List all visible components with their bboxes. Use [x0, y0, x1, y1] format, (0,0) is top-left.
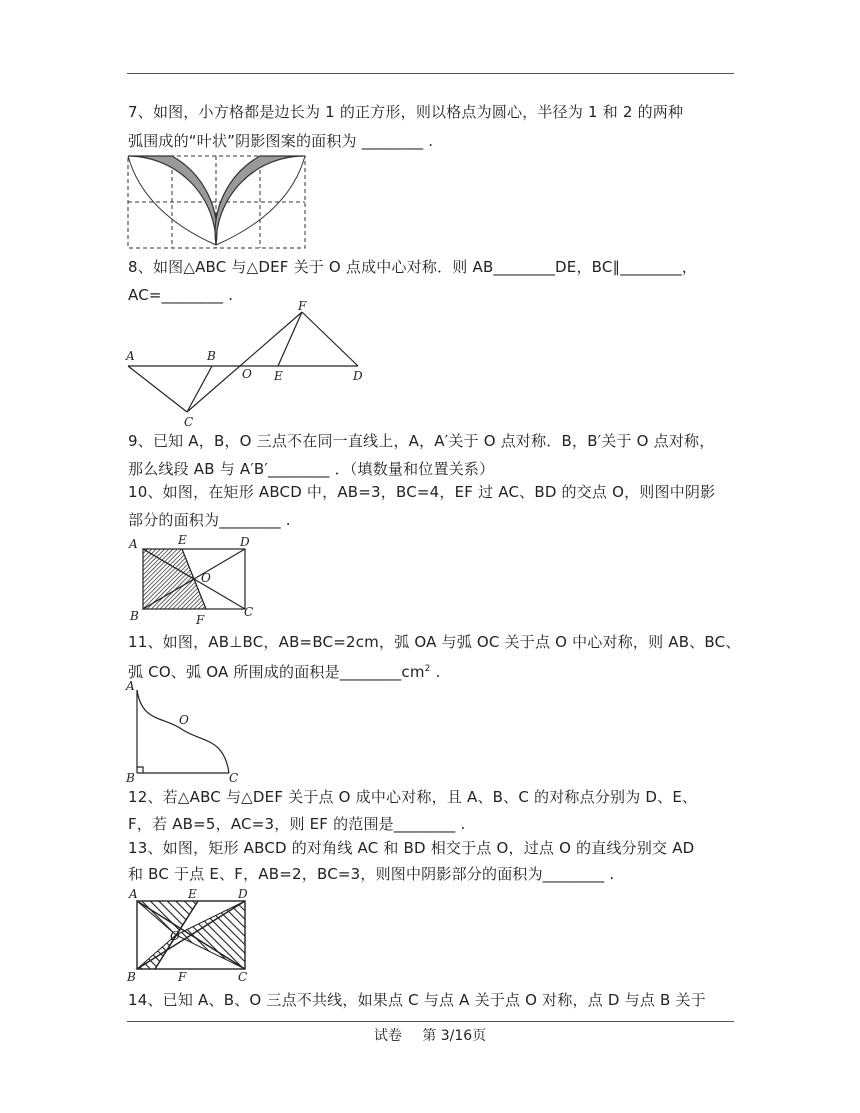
q11-label-A: A [126, 679, 135, 693]
q10-rectangle-figure [126, 532, 261, 626]
q12-text-line1: 12、若△ABC 与△DEF 关于点 O 成中心对称，且 A、B、C 的对称点分别为 D、E、 [128, 788, 698, 806]
page-footer [0, 1025, 860, 1045]
q10-label-C: C [244, 605, 254, 619]
q13-rectangle-figure [124, 884, 256, 984]
q10-label-O: O [201, 571, 211, 585]
q9-text-line1: 9、已知 A，B，O 三点不在同一直线上，A，A′关于 O 点对称．B，B′关于 O 点对称， [128, 432, 715, 450]
q8-label-A: A [126, 349, 135, 363]
q13-label-E: E [188, 887, 197, 901]
q8-label-O: O [242, 367, 252, 381]
q10-text-line1: 10、如图，在矩形 ABCD 中，AB=3，BC=4，EF 过 AC、BD 的交点 O，则图中阴影 [128, 483, 716, 501]
q11-arc-OC [183, 730, 229, 773]
q8-line-CF [187, 312, 302, 412]
q13-label-B: B [127, 970, 136, 984]
q8-label-C: C [184, 415, 194, 428]
footer-page-number: 第 3/16页 [422, 1028, 487, 1044]
q8-label-E: E [274, 369, 283, 383]
q8-text-line1: 8、如图△ABC 与△DEF 关于 O 点成中心对称．则 AB________DE，BC∥________， [128, 258, 698, 276]
q11-text-line2-main: 弧 CO、弧 OA 所围成的面积是________cm [128, 663, 425, 681]
q10-label-A: A [129, 537, 138, 551]
q10-label-D: D [240, 535, 250, 549]
q8-line-BC [187, 366, 212, 412]
q11-unit-superscript: 2 [424, 664, 431, 674]
q13-label-D: D [238, 887, 248, 901]
q11-text-line2-end: . [430, 663, 441, 681]
q13-label-C: C [238, 970, 248, 984]
q13-label-A: A [129, 887, 138, 901]
q8-line-FE [278, 312, 302, 366]
q11-label-C: C [229, 771, 239, 784]
footer-rule [127, 1021, 734, 1022]
q8-text-line2: AC=________ . [128, 286, 234, 304]
q7-text-line2: 弧围成的“叶状”阴影图案的面积为 ________ . [128, 132, 434, 150]
q8-triangles-figure [124, 300, 369, 428]
q9-text-line2: 那么线段 AB 与 A′B′________ ．（填数量和位置关系） [128, 460, 495, 478]
q10-text-line2: 部分的面积为________ . [128, 511, 291, 529]
q13-label-F: F [178, 970, 187, 984]
q8-line-FD [302, 312, 358, 366]
q13-text-line2: 和 BC 于点 E、F，AB=2，BC=3，则图中阴影部分的面积为________ . [128, 865, 615, 883]
q10-label-E: E [178, 533, 187, 547]
q13-label-O: O [170, 929, 180, 943]
q7-leaf-figure [124, 153, 310, 251]
q11-text-line1: 11、如图，AB⊥BC，AB=BC=2cm，弧 OA 与弧 OC 关于点 O 中心对称，则 AB、BC、 [128, 633, 741, 651]
q11-right-angle-mark [137, 767, 143, 773]
q8-label-B: B [207, 349, 216, 363]
header-rule [127, 73, 734, 74]
q10-label-F: F [196, 613, 205, 626]
q7-text-line1: 7、如图，小方格都是边长为 1 的正方形，则以格点为圆心，半径为 1 和 2 的两种 [128, 103, 684, 121]
q8-label-F: F [298, 300, 307, 313]
q8-line-AC [128, 366, 187, 412]
q11-label-B: B [126, 771, 135, 784]
q11-arc-figure [124, 678, 244, 784]
q11-label-O: O [179, 713, 189, 727]
q8-label-D: D [353, 369, 363, 383]
q12-text-line2: F，若 AB=5，AC=3，则 EF 的范围是________ . [128, 815, 466, 833]
q11-arc-AO [137, 690, 183, 730]
q13-text-line1: 13、如图，矩形 ABCD 的对角线 AC 和 BD 相交于点 O，过点 O 的直线分别交 AD [128, 839, 695, 857]
q10-label-B: B [130, 609, 139, 623]
footer-label: 试卷 [373, 1028, 402, 1044]
q14-text-line1: 14、已知 A、B、O 三点不共线，如果点 C 与点 A 关于点 O 对称，点 D 与点 B 关于 [128, 991, 706, 1009]
